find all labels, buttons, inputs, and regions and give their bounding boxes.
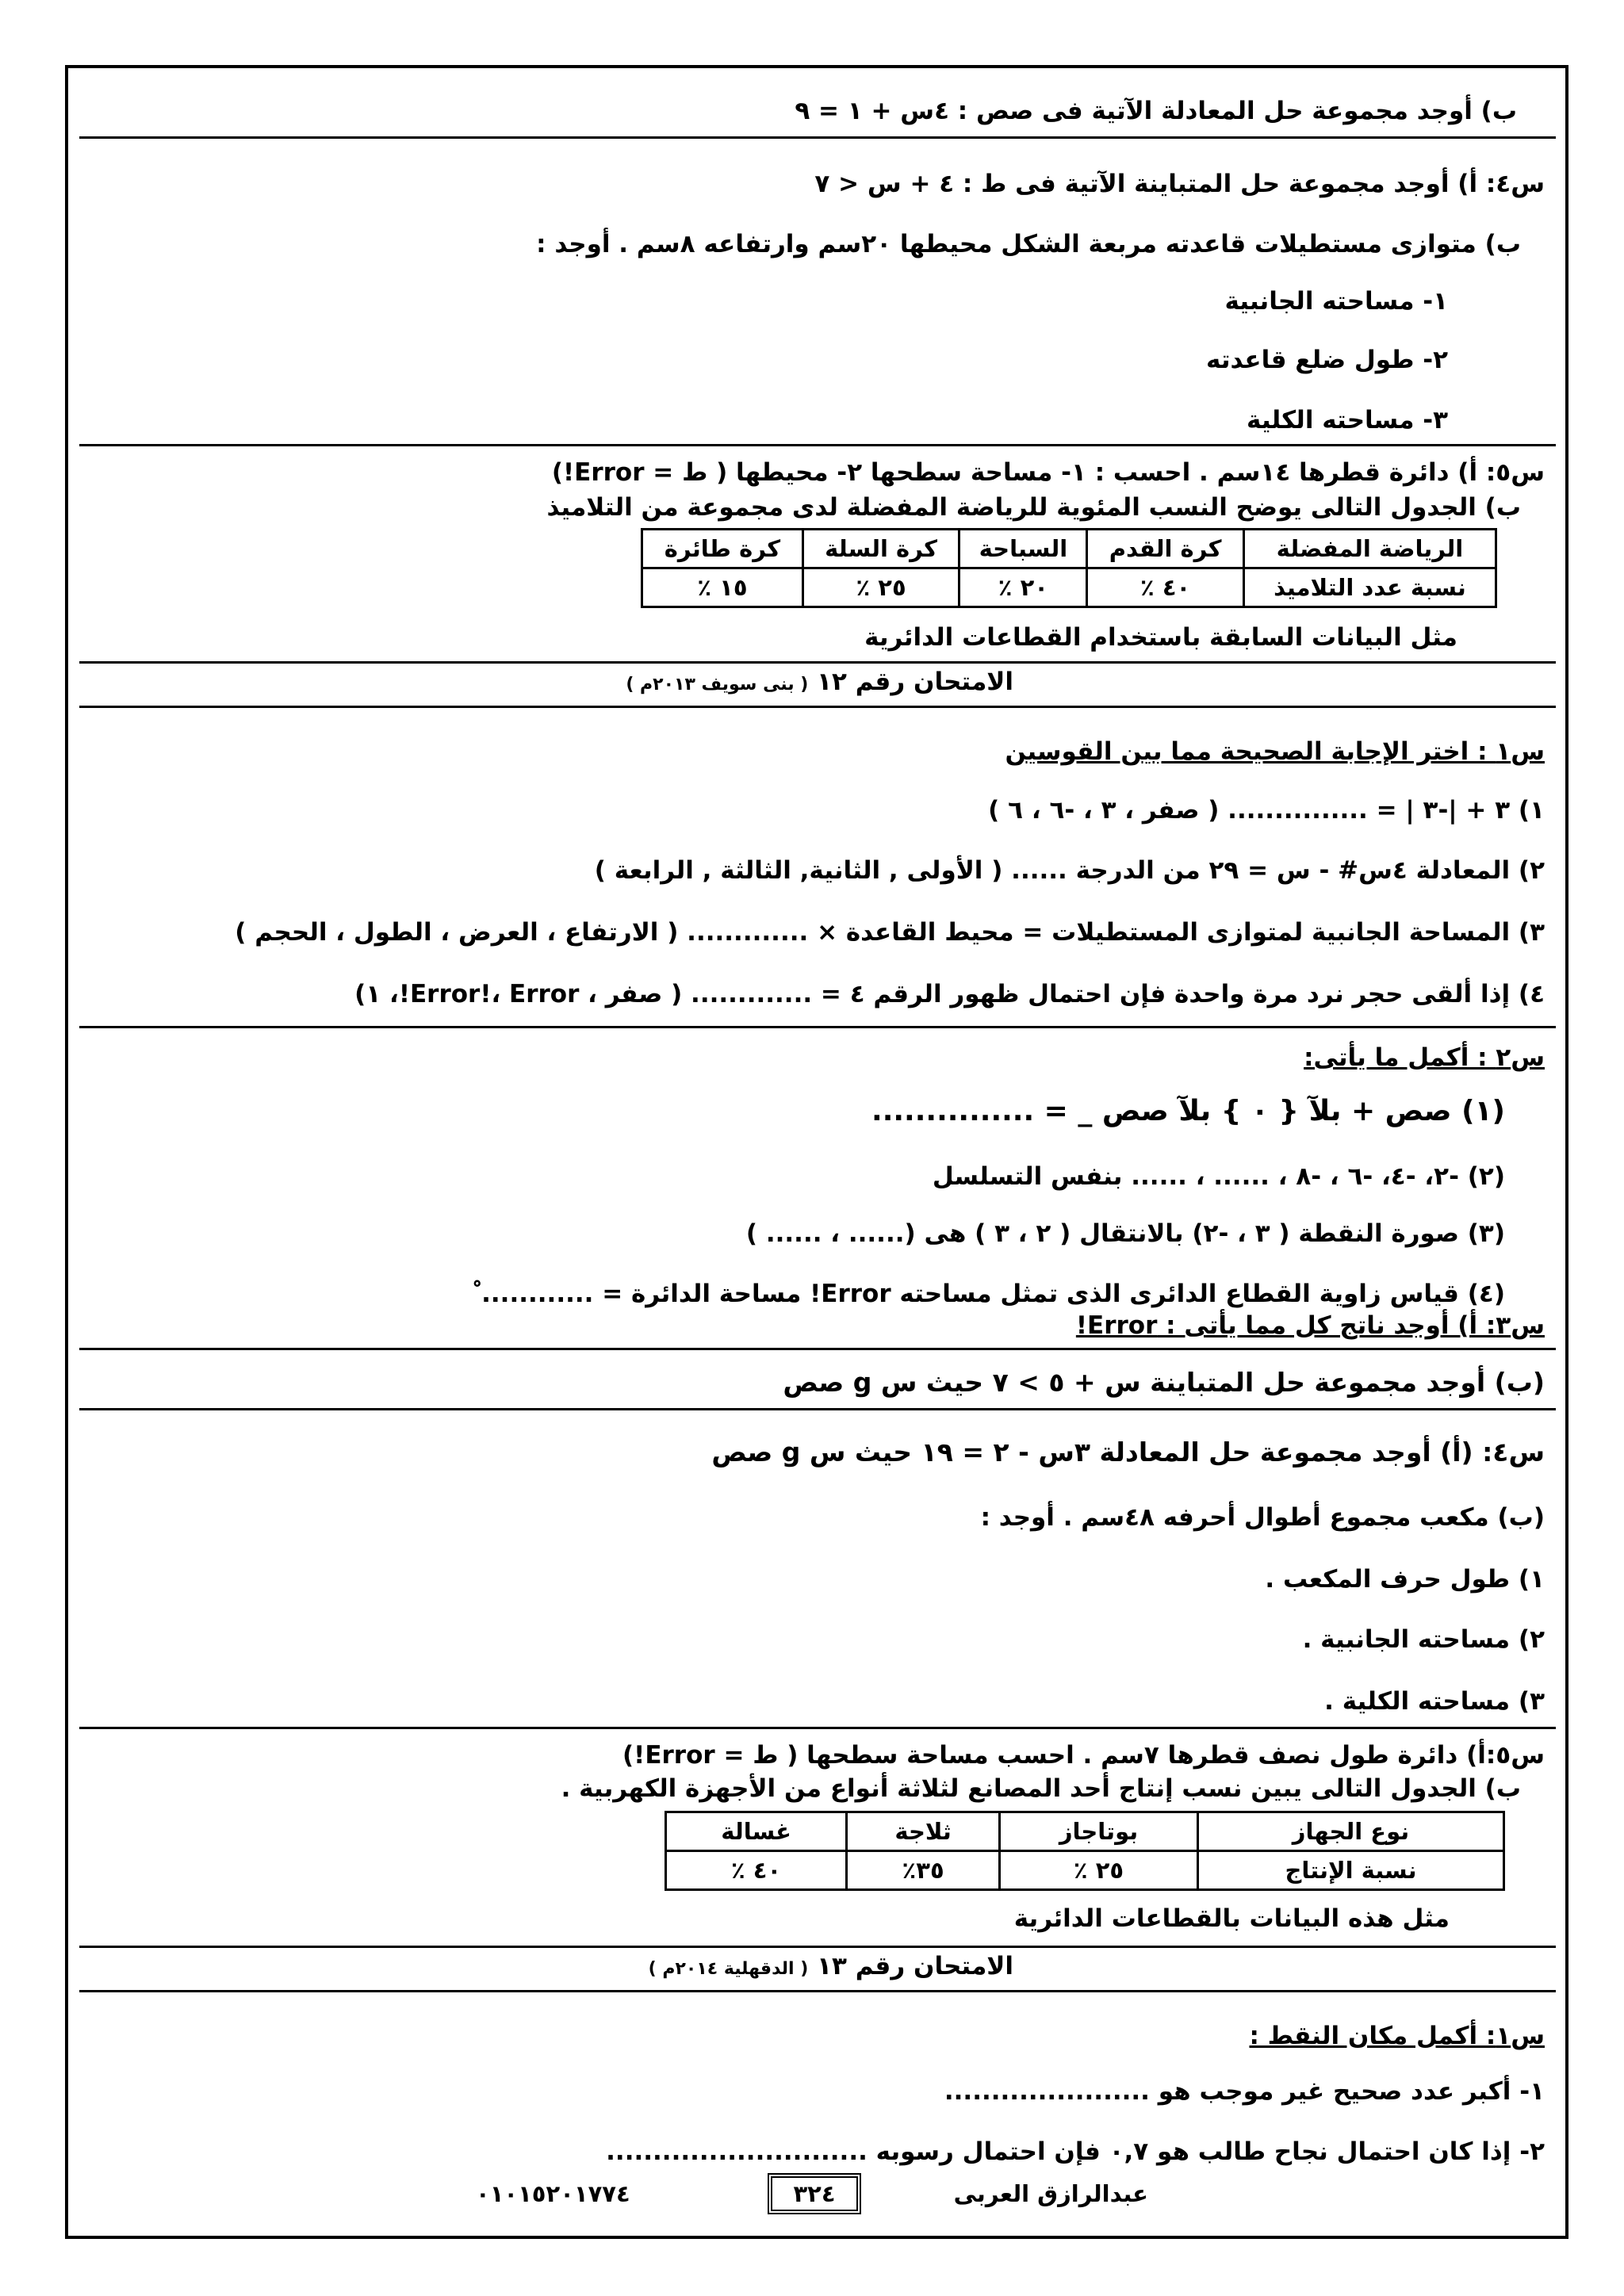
q1-item-2: ٢- إذا كان احتمال نجاح طالب هو ٠,٧ فإن احتمال رسوبه ............................ (606, 2137, 1545, 2166)
table-cell: بوتاجاز (1000, 1812, 1198, 1851)
divider (79, 1990, 1556, 1992)
divider (79, 1348, 1556, 1350)
page-number: ٣٢٤ (768, 2173, 861, 2214)
phone-number: ٠١٠١٥٢٠١٧٧٤ (476, 2180, 630, 2207)
q4b-item-2: ٢) مساحته الجانبية . (1302, 1625, 1545, 1654)
q2-item-2: (٢) -٢، -٤، -٦ ، -٨ ، ...... ، ...... بنفس التسلسل (932, 1162, 1505, 1191)
table-cell: كرة طائرة (642, 530, 803, 568)
table-cell: ٣٥٪ (847, 1851, 1000, 1890)
q5a-line: س٥: أ) دائرة قطرها ١٤سم . احسب : ١- مساحة سطحها ٢- محيطها ( ط = Error!) (551, 458, 1545, 487)
table-cell: كرة القدم (1087, 530, 1243, 568)
q2-item-1: (١) صص + بلآ { ٠ } بلآ صص _ = ............... (871, 1095, 1505, 1127)
q4b-item-1: ١) طول حرف المكعب . (1265, 1565, 1545, 1594)
devices-table (665, 1811, 1505, 1891)
q1-title: س١: أكمل مكان النقط : (1249, 2022, 1545, 2050)
q2-item-4: (٤) قياس زاوية القطاع الدائرى الذى تمثل مساحته Error! مساحة الدائرة = ............ ْ (473, 1280, 1505, 1308)
exam-subtitle: ( الدقهلية ٢٠١٤م ) (648, 1959, 809, 1979)
exam12-title (626, 664, 1013, 702)
q2-item-3: (٣) صورة النقطة ( ٣ ، -٢) بالانتقال ( ٢ ، ٣ ) هى (...... ، ...... ) (745, 1219, 1505, 1248)
q4b-line: ب) متوازى مستطيلات قاعدته مربعة الشكل محيطها ٢٠سم وارتفاعه ٨سم . أوجد : (536, 230, 1521, 258)
q4b-item-3: ٣- مساحته الكلية (1247, 406, 1448, 434)
q1-item-1: ١) ٣ + |-٣ | = ............... ( صفر ، ٣ ، -٦ ، ٦ ) (988, 796, 1545, 825)
table-cell: نسبة عدد التلاميذ (1243, 568, 1496, 607)
table-row (666, 1851, 1504, 1890)
table-cell: ١٥ ٪ (642, 568, 803, 607)
q3-title: س٣: أ) أوجد ناتج كل مما يأتى : Error! (1075, 1311, 1545, 1340)
table-cell: السباحة (959, 530, 1087, 568)
exam-title: الامتحان رقم ١٢ (817, 668, 1013, 696)
exam-title: الامتحان رقم ١٣ (817, 1952, 1013, 1980)
q4b-line: (ب) مكعب مجموع أطوال أحرفه ٤٨سم . أوجد : (980, 1503, 1545, 1532)
table-cell: ٤٠ ٪ (666, 1851, 847, 1890)
q5b-line: ب) الجدول التالى يوضح النسب المئوية للرياضة المفضلة لدى مجموعة من التلاميذ (546, 493, 1521, 522)
table-cell: الرياضة المفضلة (1243, 530, 1496, 568)
table-row (666, 1812, 1504, 1851)
author-name: عبدالرازق العربى (953, 2180, 1148, 2207)
divider (79, 1408, 1556, 1410)
q5b-line: ب) الجدول التالى يبين نسب إنتاج أحد المصانع لثلاثة أنواع من الأجهزة الكهربية . (561, 1774, 1521, 1803)
exam-subtitle: ( بنى سويف ٢٠١٣م ) (626, 675, 809, 695)
table-cell: غسالة (666, 1812, 847, 1851)
table-cell: ثلاجة (847, 1812, 1000, 1851)
q4b-item-2: ٢- طول ضلع قاعدته (1206, 346, 1448, 374)
divider (79, 444, 1556, 446)
q4a-line: س٤: (أ) أوجد مجموعة حل المعادلة ٣س - ٢ = ١٩ حيث س g صص (711, 1437, 1545, 1468)
exam13-title (649, 1949, 1013, 1987)
q4b-item-1: ١- مساحته الجانبية (1224, 287, 1448, 316)
divider (79, 1026, 1556, 1028)
table-cell: نوع الجهاز (1197, 1812, 1503, 1851)
q1-item-1: ١- أكبر عدد صحيح غير موجب هو ...................... (944, 2077, 1545, 2106)
divider (79, 1946, 1556, 1948)
q1-item-3: ٣) المساحة الجانبية لمتوازى المستطيلات = محيط القاعدة × ............. ( الارتفاع ، العرض ، الطول ، الحجم ) (235, 918, 1545, 947)
divider (79, 661, 1556, 664)
q1-title: س١ : اختر الإجابة الصحيحة مما بين القوسين (1005, 737, 1545, 766)
q5a-line: س٥:أ) دائرة طول نصف قطرها ٧سم . احسب مساحة سطحها ( ط = Error!) (622, 1741, 1545, 1770)
q5b-note: مثل البيانات السابقة باستخدام القطاعات الدائرية (864, 623, 1457, 652)
q1-item-4: ٤) إذا ألقى حجر نرد مرة واحدة فإن احتمال ظهور الرقم ٤ = ............. ( صفر ، Error!، Error!، ١) (354, 980, 1545, 1008)
table-cell: ٢٥ ٪ (1000, 1851, 1198, 1890)
table-row (642, 530, 1496, 568)
table-cell: كرة السلة (802, 530, 959, 568)
table-row (642, 568, 1496, 607)
q4a-line: س٤: أ) أوجد مجموعة حل المتباينة الآتية فى ط : ٤ + س < ٧ (814, 170, 1545, 198)
table-cell: ٢٠ ٪ (959, 568, 1087, 607)
table-cell: ٢٥ ٪ (802, 568, 959, 607)
table-cell: نسبة الإنتاج (1197, 1851, 1503, 1890)
q1-item-2: ٢) المعادلة ٤س# - س = ٢٩ من الدرجة ...... ( الأولى , الثانية, الثالثة , الرابعة ) (594, 856, 1545, 885)
q5b-note: مثل هذه البيانات بالقطاعات الدائرية (1013, 1904, 1450, 1933)
q4b-item-3: ٣) مساحته الكلية . (1324, 1687, 1545, 1716)
divider (79, 706, 1556, 708)
divider (79, 1727, 1556, 1729)
sports-table (641, 528, 1497, 608)
q3b-line: ب) أوجد مجموعة حل المعادلة الآتية فى صص : ٤س + ١ = ٩ (795, 97, 1517, 125)
q2-title: س٢ : أكمل ما يأتى: (1304, 1043, 1545, 1072)
divider (79, 136, 1556, 139)
table-cell: ٤٠ ٪ (1087, 568, 1243, 607)
q3b-line: (ب) أوجد مجموعة حل المتباينة س + ٥ > ٧ حيث س g صص (783, 1367, 1545, 1398)
